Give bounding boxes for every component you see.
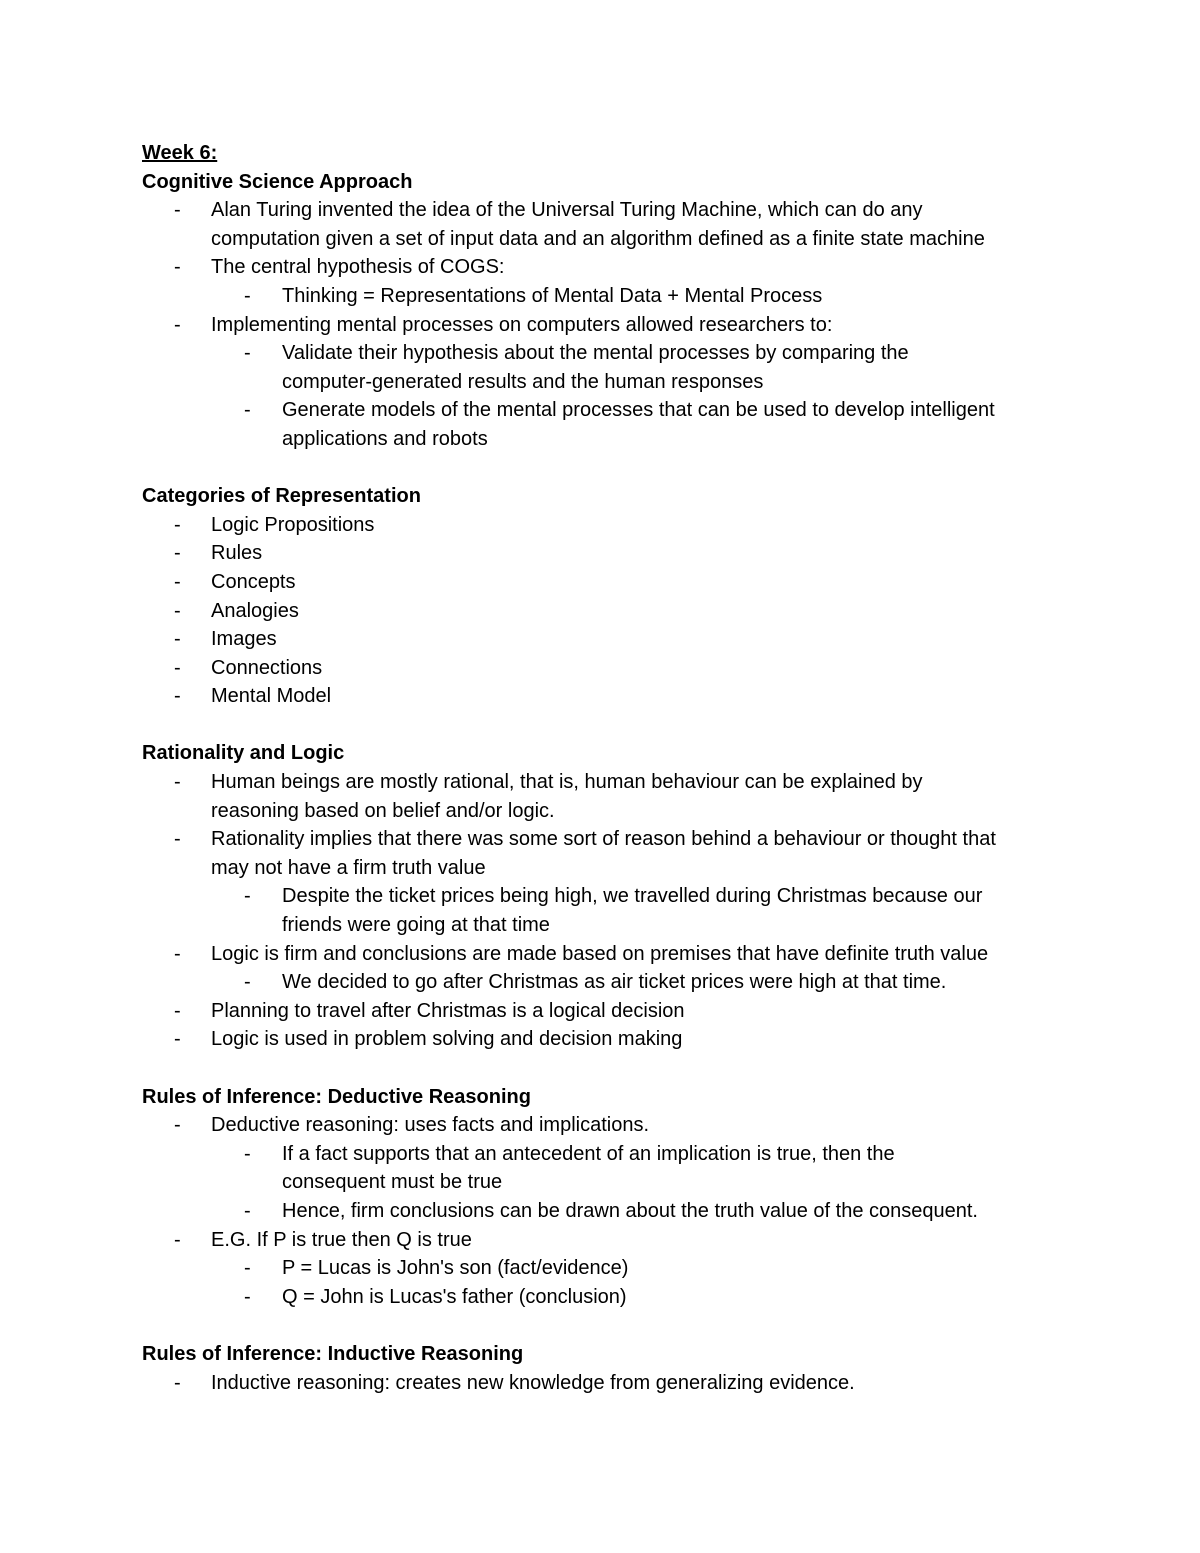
dash-bullet-icon: - (174, 513, 181, 536)
sub-bullet-list (211, 968, 1072, 997)
document-page (142, 139, 1072, 1397)
bullet-text-line: Thinking = Representations of Mental Data + Mental Process (282, 284, 823, 307)
bullet-item (142, 539, 1072, 568)
bullet-text-line: Deductive reasoning: uses facts and implications. (211, 1114, 650, 1137)
bullet-text-line: applications and robots (282, 427, 488, 450)
bullet-text-line: Validate their hypothesis about the mental processes by comparing the (282, 342, 909, 365)
bullet-text-line: Rules (211, 542, 263, 565)
sub-bullet-item (211, 1140, 1072, 1197)
bullet-item (142, 311, 1072, 454)
bullet-text-line: Mental Model (211, 685, 332, 708)
section-rules-of-inference-inductive-reasoning (142, 1340, 1072, 1397)
sub-bullet-item (211, 1197, 1072, 1226)
bullet-text-line: computation given a set of input data and an algorithm defined as a finite state machine (211, 227, 985, 250)
section-heading: Rules of Inference: Inductive Reasoning (142, 1342, 524, 1365)
bullet-item (142, 1369, 1072, 1398)
dash-bullet-icon: - (174, 685, 181, 708)
sub-bullet-item (211, 1283, 1072, 1312)
bullet-text-line: Images (211, 628, 277, 651)
section-categories-of-representation (142, 482, 1072, 711)
dash-bullet-icon: - (174, 542, 181, 565)
sub-bullet-item (211, 968, 1072, 997)
bullet-text-line: may not have a firm truth value (211, 856, 486, 879)
bullet-list (142, 1369, 1072, 1398)
dash-bullet-icon: - (174, 628, 181, 651)
bullet-item (142, 511, 1072, 540)
section-rules-of-inference-deductive-reasoning (142, 1083, 1072, 1312)
bullet-text-line: Planning to travel after Christmas is a logical decision (211, 999, 685, 1022)
bullet-text-line: Logic Propositions (211, 513, 375, 536)
bullet-item (142, 654, 1072, 683)
bullet-text-line: Rationality implies that there was some sort of reason behind a behaviour or thought that (211, 828, 996, 851)
bullet-item (142, 253, 1072, 310)
bullet-list (142, 768, 1072, 1054)
bullet-text-line: Q = John is Lucas's father (conclusion) (282, 1285, 627, 1308)
dash-bullet-icon: - (244, 971, 251, 994)
dash-bullet-icon: - (174, 656, 181, 679)
dash-bullet-icon: - (174, 313, 181, 336)
dash-bullet-icon: - (174, 1371, 181, 1394)
section-heading: Rules of Inference: Deductive Reasoning (142, 1085, 531, 1108)
bullet-list (142, 1111, 1072, 1311)
bullet-text-line: Analogies (211, 599, 299, 622)
dash-bullet-icon: - (244, 342, 251, 365)
dash-bullet-icon: - (244, 1285, 251, 1308)
bullet-item (142, 940, 1072, 997)
bullet-text-line: Human beings are mostly rational, that is, human behaviour can be explained by (211, 771, 923, 794)
section-cognitive-science-approach (142, 168, 1072, 454)
bullet-text-line: Inductive reasoning: creates new knowledge from generalizing evidence. (211, 1371, 855, 1394)
dash-bullet-icon: - (244, 399, 251, 422)
bullet-text-line: If a fact supports that an antecedent of an implication is true, then the (282, 1142, 895, 1165)
dash-bullet-icon: - (174, 1228, 181, 1251)
section-rationality-and-logic (142, 739, 1072, 1054)
dash-bullet-icon: - (174, 599, 181, 622)
dash-bullet-icon: - (174, 570, 181, 593)
dash-bullet-icon: - (174, 256, 181, 279)
bullet-text-line: consequent must be true (282, 1171, 503, 1194)
dash-bullet-icon: - (174, 828, 181, 851)
dash-bullet-icon: - (244, 1199, 251, 1222)
sub-bullet-item (211, 882, 1072, 939)
sections-container (142, 168, 1072, 1398)
sub-bullet-item (211, 396, 1072, 453)
bullet-text-line: The central hypothesis of COGS: (211, 256, 505, 279)
bullet-item (142, 997, 1072, 1026)
section-heading: Cognitive Science Approach (142, 170, 413, 193)
bullet-text-line: Hence, firm conclusions can be drawn about the truth value of the consequent. (282, 1199, 978, 1222)
bullet-item (142, 825, 1072, 939)
bullet-text-line: We decided to go after Christmas as air ticket prices were high at that time. (282, 971, 947, 994)
dash-bullet-icon: - (174, 771, 181, 794)
bullet-item (142, 568, 1072, 597)
dash-bullet-icon: - (244, 885, 251, 908)
sub-bullet-list (211, 882, 1072, 939)
dash-bullet-icon: - (174, 1114, 181, 1137)
dash-bullet-icon: - (174, 999, 181, 1022)
bullet-text-line: E.G. If P is true then Q is true (211, 1228, 472, 1251)
dash-bullet-icon: - (174, 1028, 181, 1051)
sub-bullet-item (211, 1254, 1072, 1283)
bullet-text-line: Logic is used in problem solving and decision making (211, 1028, 683, 1051)
bullet-item (142, 196, 1072, 253)
bullet-item (142, 1226, 1072, 1312)
section-heading: Rationality and Logic (142, 742, 345, 765)
bullet-text-line: Connections (211, 656, 323, 679)
bullet-text-line: Concepts (211, 570, 296, 593)
bullet-text-line: Alan Turing invented the idea of the Universal Turing Machine, which can do any (211, 199, 923, 222)
sub-bullet-list (211, 1254, 1072, 1311)
bullet-text-line: Logic is firm and conclusions are made based on premises that have definite truth value (211, 942, 989, 965)
bullet-text-line: Generate models of the mental processes that can be used to develop intelligent (282, 399, 995, 422)
dash-bullet-icon: - (174, 199, 181, 222)
dash-bullet-icon: - (244, 1142, 251, 1165)
bullet-text-line: reasoning based on belief and/or logic. (211, 799, 555, 822)
section-heading: Categories of Representation (142, 485, 421, 508)
sub-bullet-list (211, 282, 1072, 311)
sub-bullet-list (211, 339, 1072, 453)
week-title: Week 6: (142, 142, 218, 164)
bullet-text-line: P = Lucas is John's son (fact/evidence) (282, 1257, 629, 1280)
bullet-list (142, 196, 1072, 453)
sub-bullet-item (211, 282, 1072, 311)
bullet-item (142, 625, 1072, 654)
bullet-item (142, 1025, 1072, 1054)
bullet-item (142, 1111, 1072, 1225)
bullet-text-line: Implementing mental processes on computers allowed researchers to: (211, 313, 833, 336)
bullet-item (142, 597, 1072, 626)
bullet-item (142, 768, 1072, 825)
bullet-text-line: friends were going at that time (282, 914, 550, 937)
bullet-text-line: Despite the ticket prices being high, we travelled during Christmas because our (282, 885, 983, 908)
dash-bullet-icon: - (244, 1257, 251, 1280)
bullet-item (142, 682, 1072, 711)
bullet-list (142, 511, 1072, 711)
sub-bullet-list (211, 1140, 1072, 1226)
bullet-text-line: computer-generated results and the human responses (282, 370, 764, 393)
dash-bullet-icon: - (174, 942, 181, 965)
sub-bullet-item (211, 339, 1072, 396)
dash-bullet-icon: - (244, 284, 251, 307)
